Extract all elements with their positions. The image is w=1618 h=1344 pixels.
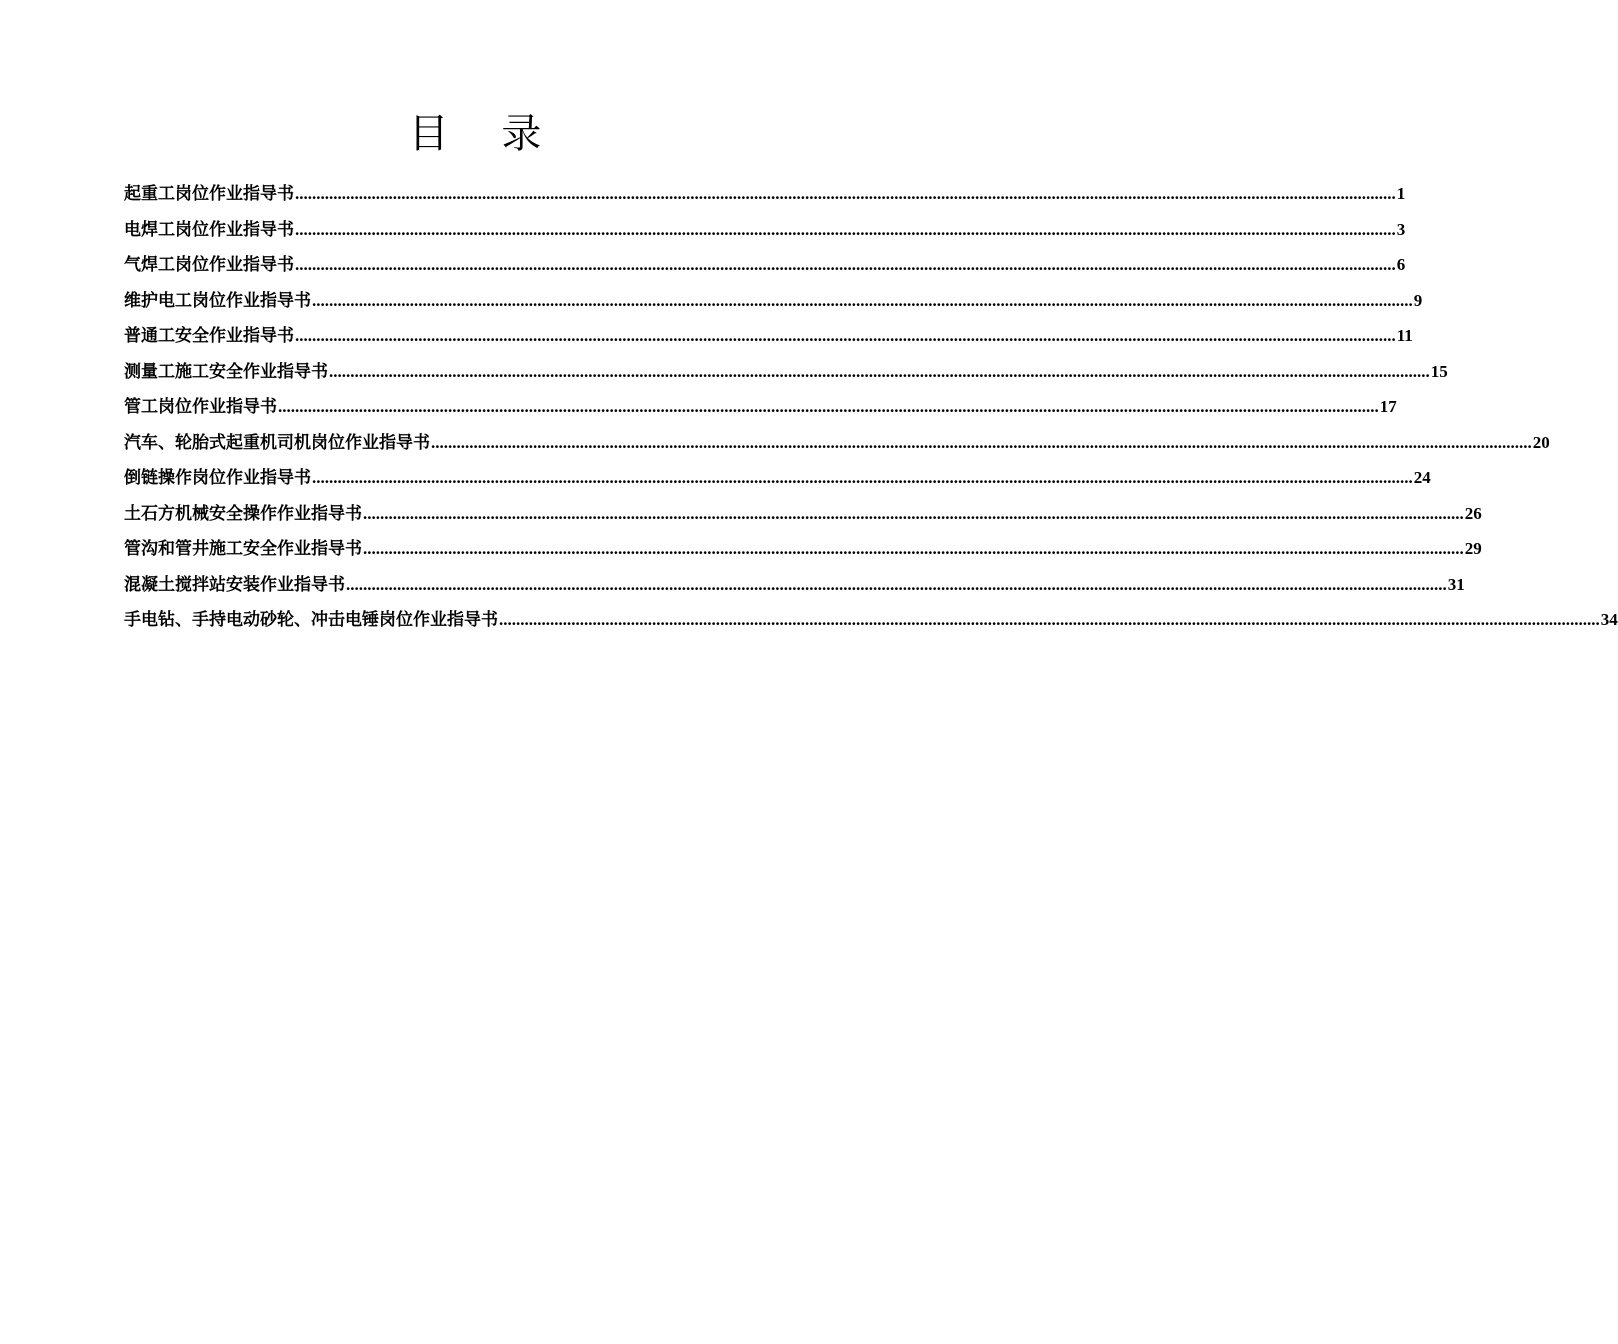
toc-page-number: 11: [1396, 326, 1413, 345]
toc-entry[interactable]: [124, 283, 1423, 319]
toc-entry[interactable]: [124, 389, 1397, 425]
toc-entry[interactable]: [124, 531, 1482, 567]
toc-entry-label: 汽车、轮胎式起重机司机岗位作业指导书: [124, 432, 430, 453]
toc-page-number: 17: [1379, 397, 1397, 416]
toc-entry-label: 测量工施工安全作业指导书: [124, 361, 328, 382]
toc-entry-label: 电焊工岗位作业指导书: [124, 219, 294, 240]
toc-dot-leader: ...................................................................................................................................................................................................................................................................: [295, 219, 1396, 239]
toc-dot-leader: ...................................................................................................................................................................................................................................................................: [431, 432, 1532, 452]
toc-entry[interactable]: [124, 176, 1406, 212]
toc-entry[interactable]: [124, 567, 1465, 603]
toc-entry[interactable]: [124, 460, 1431, 496]
toc-page-number: 9: [1413, 290, 1423, 310]
toc-entry[interactable]: [124, 496, 1482, 532]
toc-entry-label: 混凝土搅拌站安装作业指导书: [124, 574, 345, 595]
toc-page-number: 3: [1396, 219, 1406, 239]
toc-page-number: 15: [1430, 361, 1448, 381]
toc-dot-leader: ...................................................................................................................................................................................................................................................................: [312, 468, 1413, 487]
toc-entry[interactable]: [124, 602, 1618, 638]
toc-entry[interactable]: [124, 354, 1448, 390]
toc-dot-leader: ...................................................................................................................................................................................................................................................................: [295, 184, 1396, 203]
toc-dot-leader: ...................................................................................................................................................................................................................................................................: [363, 539, 1464, 558]
toc-entry-label: 维护电工岗位作业指导书: [124, 290, 311, 311]
toc-page-number: 29: [1464, 539, 1482, 558]
page-title: 目 录: [408, 111, 562, 157]
toc-entry[interactable]: [124, 318, 1413, 354]
toc-page-number: 20: [1532, 432, 1550, 452]
toc-entry-label: 管沟和管井施工安全作业指导书: [124, 539, 362, 559]
toc-entry[interactable]: [124, 425, 1550, 461]
toc-entry-label: 起重工岗位作业指导书: [124, 184, 294, 204]
toc-entry[interactable]: [124, 212, 1406, 248]
toc-entry-label: 管工岗位作业指导书: [124, 397, 277, 417]
toc-page-number: 1: [1396, 184, 1406, 203]
toc-entry-label: 土石方机械安全操作作业指导书: [124, 503, 362, 524]
toc-entry-label: 手电钻、手持电动砂轮、冲击电锤岗位作业指导书: [124, 610, 498, 630]
toc-dot-leader: ...................................................................................................................................................................................................................................................................: [346, 574, 1447, 594]
toc-dot-leader: ...................................................................................................................................................................................................................................................................: [312, 290, 1413, 310]
toc-page-number: 24: [1413, 468, 1431, 487]
toc-entry-label: 气焊工岗位作业指导书: [124, 255, 294, 275]
toc-dot-leader: ...................................................................................................................................................................................................................................................................: [363, 503, 1464, 523]
toc-entry-label: 倒链操作岗位作业指导书: [124, 468, 311, 488]
table-of-contents: [124, 176, 1618, 638]
toc-dot-leader: ...................................................................................................................................................................................................................................................................: [295, 255, 1396, 274]
toc-entry[interactable]: [124, 247, 1406, 283]
toc-page-number: 26: [1464, 503, 1482, 523]
toc-page-number: 34: [1600, 610, 1618, 629]
toc-dot-leader: ...................................................................................................................................................................................................................................................................: [278, 397, 1379, 416]
toc-page-number: 6: [1396, 255, 1406, 274]
toc-dot-leader: ...................................................................................................................................................................................................................................................................: [295, 326, 1396, 345]
toc-page-number: 31: [1447, 574, 1465, 594]
toc-dot-leader: ...................................................................................................................................................................................................................................................................: [329, 361, 1430, 381]
toc-entry-label: 普通工安全作业指导书: [124, 326, 294, 346]
toc-dot-leader: ...................................................................................................................................................................................................................................................................: [499, 610, 1600, 629]
